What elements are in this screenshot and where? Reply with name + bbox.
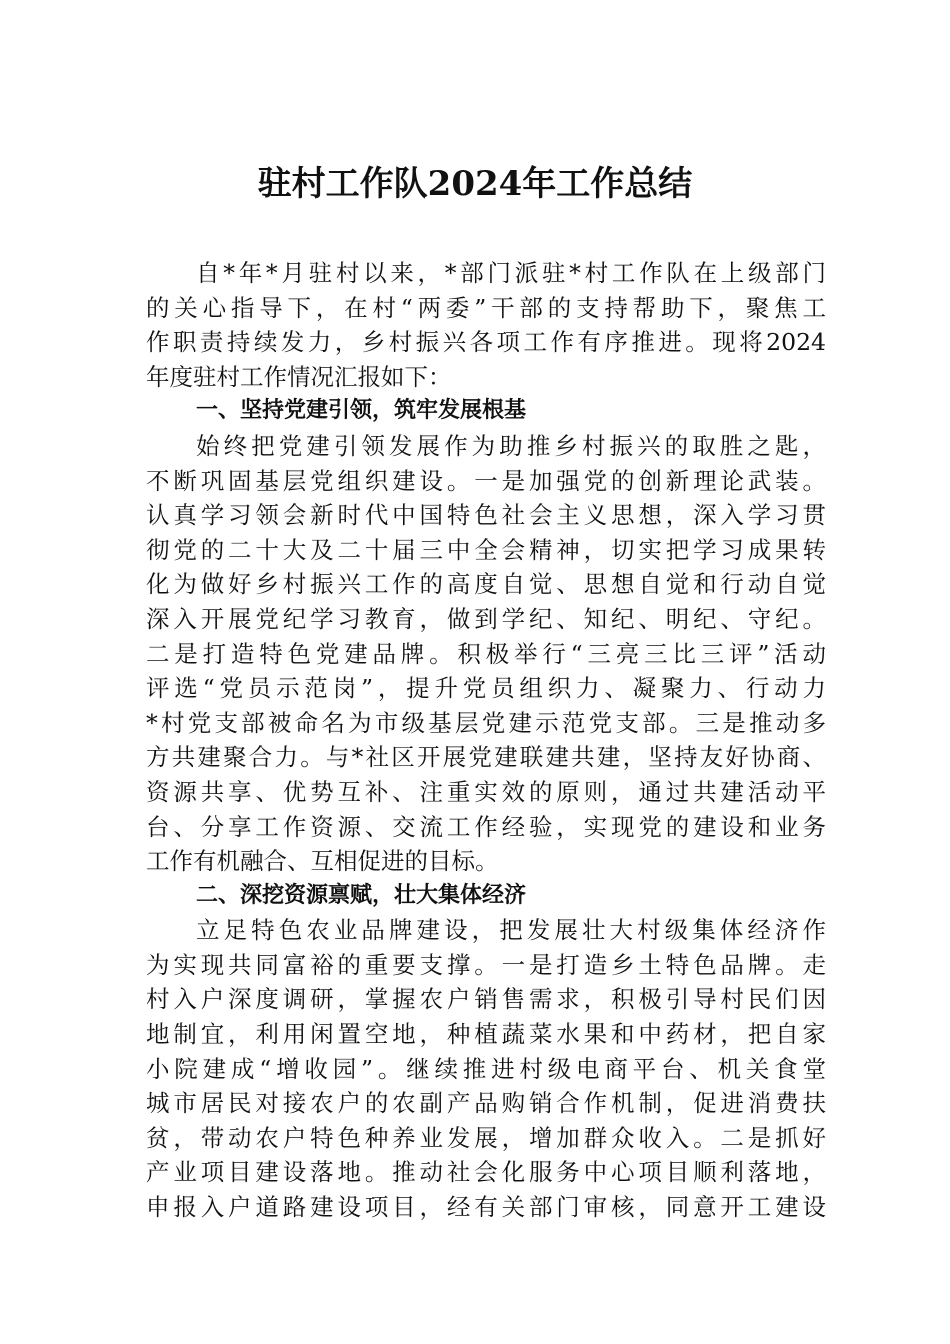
paragraph-line: 作职责持续发力，乡村振兴各项工作有序推进。现将2024 [146,328,826,357]
paragraph-line: 工作有机融合、互相促进的目标。 [146,847,499,876]
paragraph-line: 村入户深度调研，掌握农户销售需求，积极引导村民们因 [146,985,826,1014]
paragraph-line: 方共建聚合力。与*社区开展党建联建共建，坚持友好协商、 [146,743,826,772]
paragraph-line: 产业项目建设落地。推动社会化服务中心项目顺利落地， [146,1158,826,1187]
paragraph-line: 小院建成“增收园”。继续推进村级电商平台、机关食堂 [146,1054,826,1083]
paragraph-line: 立足特色农业品牌建设，把发展壮大村级集体经济作 [196,916,826,945]
paragraph-line: 化为做好乡村振兴工作的高度自觉、思想自觉和行动自觉 [146,570,826,599]
paragraph-line: 彻党的二十大及二十届三中全会精神，切实把学习成果转 [146,535,826,564]
document-title: 驻村工作队2024年工作总结 [257,164,693,204]
section-heading: 二、深挖资源禀赋，壮大集体经济 [196,882,527,908]
paragraph-line: *村党支部被命名为市级基层党建示范党支部。三是推动多 [146,708,826,737]
paragraph-line: 申报入户道路建设项目，经有关部门审核，同意开工建设 [146,1193,826,1222]
paragraph-line: 二是打造特色党建品牌。积极举行“三亮三比三评”活动 [146,639,826,668]
paragraph-line: 深入开展党纪学习教育，做到学纪、知纪、明纪、守纪。 [146,604,826,633]
paragraph-line: 自*年*月驻村以来，*部门派驻*村工作队在上级部门 [196,259,826,287]
paragraph-line: 年度驻村工作情况汇报如下： [146,362,452,391]
paragraph-line: 始终把党建引领发展作为助推乡村振兴的取胜之匙， [196,431,826,460]
section-heading: 一、坚持党建引领，筑牢发展根基 [196,398,527,424]
paragraph-line: 评选“党员示范岗”，提升党员组织力、凝聚力、行动力 [146,674,826,703]
paragraph-line: 为实现共同富裕的重要支撑。一是打造乡土特色品牌。走 [146,950,826,979]
paragraph-line: 城市居民对接农户的农副产品购销合作机制，促进消费扶 [146,1089,826,1118]
paragraph-line: 地制宜，利用闲置空地，种植蔬菜水果和中药材，把自家 [146,1020,826,1049]
paragraph-line: 贫，带动农户特色种养业发展，增加群众收入。二是抓好 [146,1123,826,1152]
paragraph-line: 认真学习领会新时代中国特色社会主义思想，深入学习贯 [146,501,826,530]
document-body [146,256,826,1225]
paragraph-line: 不断巩固基层党组织建设。一是加强党的创新理论武装。 [146,466,826,495]
paragraph-line: 台、分享工作资源、交流工作经验，实现党的建设和业务 [146,812,826,841]
paragraph-line: 的关心指导下，在村“两委”干部的支持帮助下，聚焦工 [146,293,826,322]
paragraph-line: 资源共享、优势互补、注重实效的原则，通过共建活动平 [146,777,826,806]
